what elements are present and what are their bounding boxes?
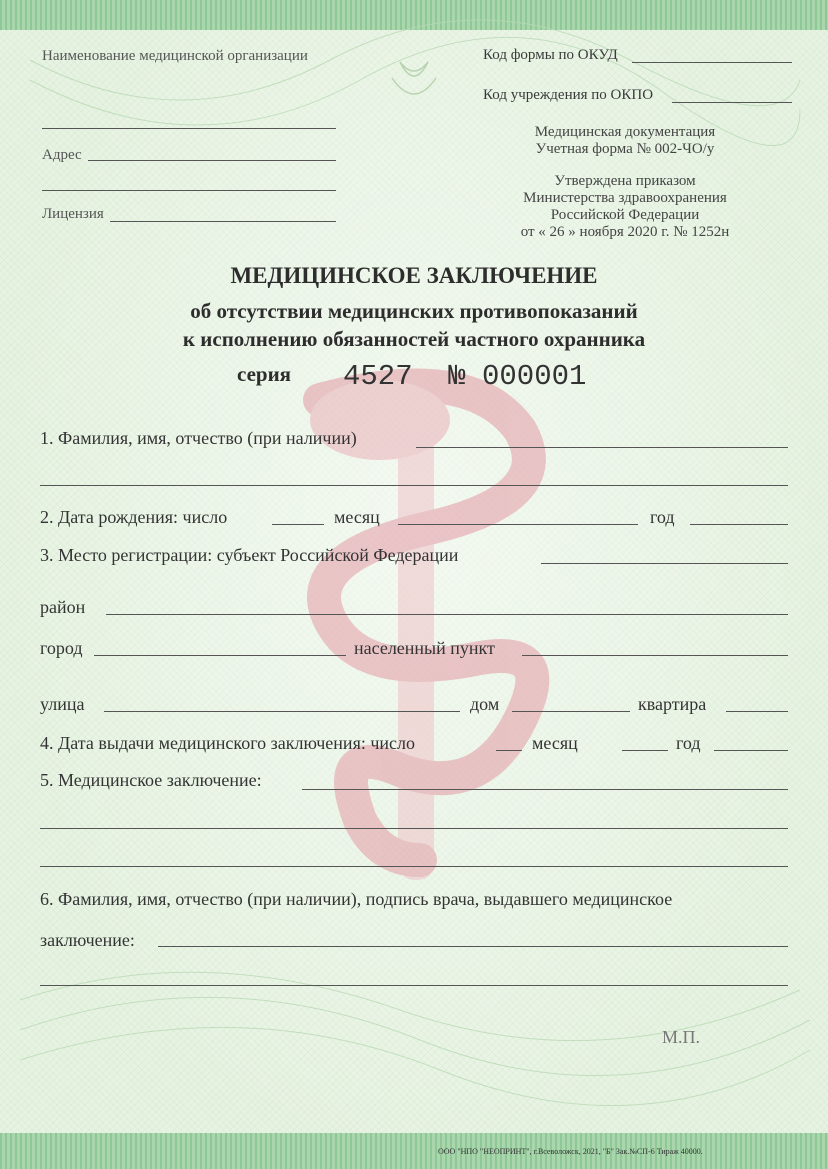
doctor-signature-line-2[interactable] (40, 985, 788, 986)
doc-type-line1: Медицинская документация (534, 124, 716, 140)
series-value: 4527 (343, 360, 413, 393)
document-subtitle-line2: к исполнению обязанностей частного охранника (182, 327, 646, 351)
birth-year-line[interactable] (690, 524, 788, 525)
approved-line3: Российской Федерации (550, 207, 700, 223)
issue-month-line[interactable] (622, 750, 668, 751)
apartment-label: квартира (638, 694, 707, 714)
bottom-security-band (0, 1133, 828, 1169)
issue-year-label: год (676, 733, 701, 753)
top-emblem-icon (392, 62, 436, 94)
org-name-line[interactable] (42, 128, 336, 129)
field-4-label: 4. Дата выдачи медицинского заключения: число (40, 733, 416, 753)
approved-line1: Утверждена приказом (554, 173, 696, 189)
settlement-label: населенный пункт (354, 638, 495, 658)
issue-month-label: месяц (532, 733, 578, 753)
document-title: МЕДИЦИНСКОЕ ЗАКЛЮЧЕНИЕ (230, 263, 598, 288)
house-line[interactable] (512, 711, 630, 712)
issue-day-line[interactable] (496, 750, 522, 751)
birth-month-label: месяц (334, 507, 380, 527)
birth-month-line[interactable] (398, 524, 638, 525)
approved-line2: Министерства здравоохранения (523, 190, 727, 206)
number-label: № (448, 360, 466, 393)
region-line[interactable] (541, 563, 788, 564)
field-2-label: 2. Дата рождения: число (40, 507, 228, 527)
conclusion-line-1[interactable] (302, 789, 788, 790)
address-line-2[interactable] (42, 190, 336, 191)
field-1-line[interactable] (416, 447, 788, 448)
city-line[interactable] (94, 655, 346, 656)
conclusion-line-2[interactable] (40, 828, 788, 829)
license-line[interactable] (110, 221, 336, 222)
birth-year-label: год (650, 507, 675, 527)
conclusion-line-3[interactable] (40, 866, 788, 867)
number-value: 000001 (482, 360, 587, 393)
address-label: Адрес (42, 147, 82, 163)
doc-type-line2: Учетная форма № 002-ЧО/у (535, 141, 715, 157)
printer-imprint: ООО "НПО "НЕОПРИНТ", г.Всеволожск, 2021, "Б" Зак.№СП-6 Тираж 40000. (438, 1147, 703, 1156)
district-line[interactable] (106, 614, 788, 615)
issue-year-line[interactable] (714, 750, 788, 751)
field-6-label-line1: 6. Фамилия, имя, отчество (при наличии), подпись врача, выдавшего медицинское (40, 889, 673, 909)
field-6-label-line2: заключение: (40, 930, 135, 950)
apartment-line[interactable] (726, 711, 788, 712)
document-subtitle-line1: об отсутствии медицинских противопоказаний (190, 299, 638, 323)
asclepius-emblem-icon (310, 380, 532, 880)
okud-line[interactable] (632, 62, 792, 63)
house-label: дом (470, 694, 500, 714)
settlement-line[interactable] (522, 655, 788, 656)
street-line[interactable] (104, 711, 460, 712)
okpo-label: Код учреждения по ОКПО (483, 87, 654, 103)
field-1-label: 1. Фамилия, имя, отчество (при наличии) (40, 428, 357, 448)
series-label: серия (237, 362, 292, 386)
address-line-1[interactable] (88, 160, 336, 161)
approved-line4: от « 26 » ноября 2020 г. № 1252н (520, 224, 730, 240)
stamp-place-label: М.П. (662, 1027, 701, 1047)
license-label: Лицензия (42, 206, 104, 222)
okpo-line[interactable] (672, 102, 792, 103)
field-3-label: 3. Место регистрации: субъект Российской Федерации (40, 545, 459, 565)
field-5-label: 5. Медицинское заключение: (40, 770, 262, 790)
street-label: улица (40, 694, 85, 714)
okud-label: Код формы по ОКУД (483, 47, 618, 63)
city-label: город (40, 638, 83, 658)
field-1-line-2[interactable] (40, 485, 788, 486)
district-label: район (40, 597, 86, 617)
org-name-label: Наименование медицинской организации (42, 48, 308, 64)
birth-day-line[interactable] (272, 524, 324, 525)
doctor-signature-line[interactable] (158, 946, 788, 947)
